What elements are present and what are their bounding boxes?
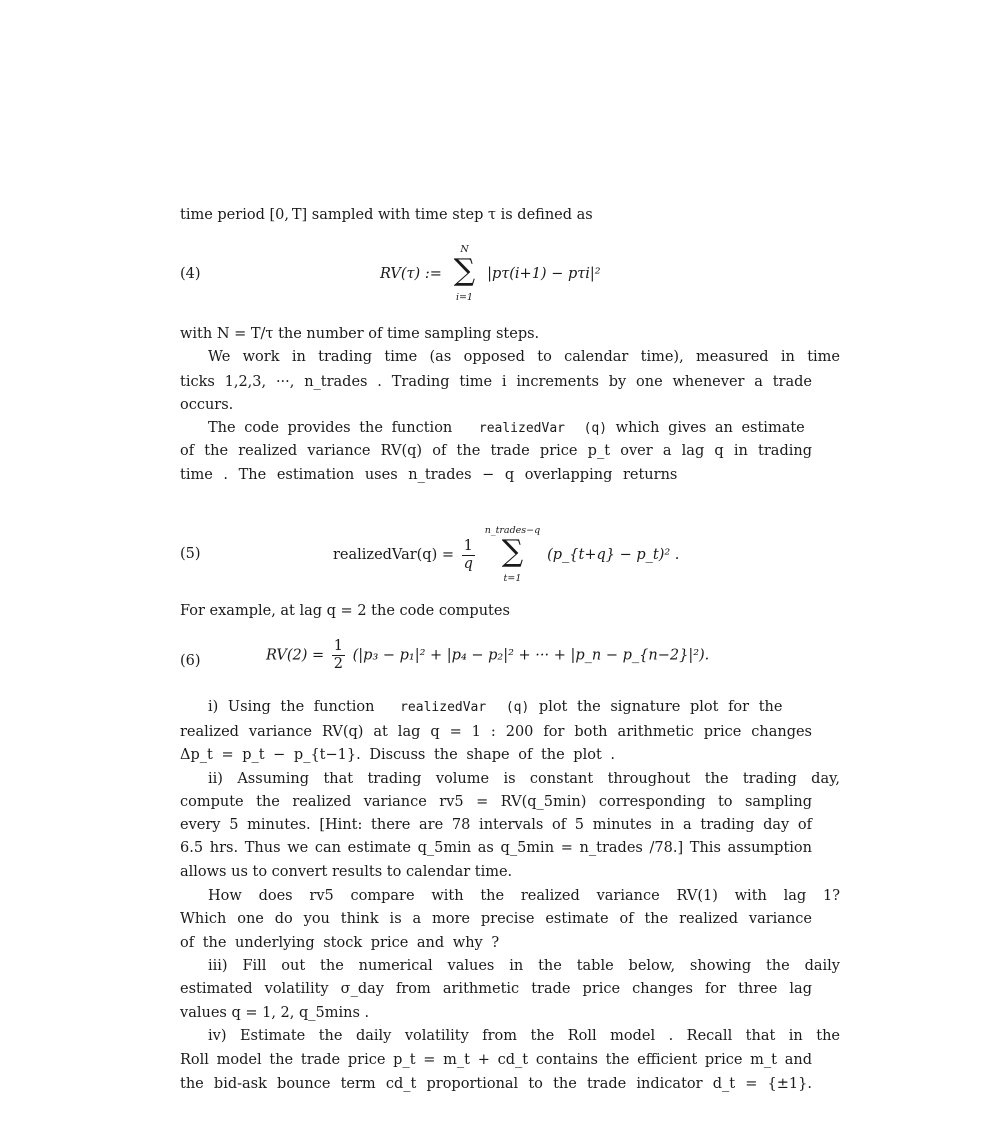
eq4-sum-lower: i=1 [455, 292, 473, 303]
paragraph-line: We work in trading time (as opposed to calendar time), measured in time [208, 349, 840, 365]
eq5-number: (5) [180, 546, 201, 562]
paragraph-line: every 5 minutes. [Hint: there are 78 intervals of 5 minutes in a trading day of [180, 817, 812, 833]
eq4-number: (4) [180, 266, 201, 282]
text-span: i) Using the function [208, 699, 375, 715]
item-iv-line: iv) Estimate the daily volatility from the Roll model . Recall that in the [208, 1028, 840, 1044]
eq5-fraction [462, 538, 475, 573]
paragraph-line: allows us to convert results to calendar time. [180, 864, 513, 880]
paragraph-line: Roll model the trade price p_t = m_t + cd_t contains the efficient price m_t and [180, 1052, 812, 1068]
eq6-fraction [332, 638, 345, 673]
item-ii-line: ii) Assuming that trading volume is constant throughout the trading day, [208, 771, 840, 787]
eq4-sum [446, 244, 482, 304]
eq5-sum-lower: t=1 [503, 573, 522, 584]
paragraph-line [180, 420, 840, 436]
text-span: plot the signature plot for the [538, 699, 783, 715]
eq5-lhs: realizedVar(q) = [333, 547, 455, 563]
item-iii-line: iii) Fill out the numerical values in the table below, showing the daily [208, 958, 840, 974]
paragraph-line: of the realized variance RV(q) of the trade price p_t over a lag q in trading [180, 443, 812, 459]
paragraph-line: values q = 1, 2, q_5mins . [180, 1005, 370, 1021]
paragraph-line: ticks 1,2,3, ···, n_trades . Trading time i increments by one whenever a trade [180, 374, 812, 390]
paragraph-line: 6.5 hrs. Thus we can estimate q_5min as q_5min = n_trades /78.] This assumption [180, 840, 812, 856]
sum-sign: ∑ [501, 534, 524, 569]
frac-den: 2 [333, 656, 344, 672]
example-line: For example, at lag q = 2 the code computes [180, 603, 510, 619]
item-i-line [180, 699, 840, 715]
frac-num: 1 [333, 638, 344, 654]
paragraph-line: time . The estimation uses n_trades − q overlapping returns [180, 467, 678, 483]
eq6-lhs: RV(2) = [266, 647, 325, 664]
question-line: How does rv5 compare with the realized variance RV(1) with lag 1? [208, 888, 840, 904]
intro-line: time period [0, T] sampled with time step τ is defined as [180, 207, 593, 223]
code-arg: (q) [505, 700, 530, 715]
eq6-term: (|p₃ − p₁|² + |p₄ − p₂|² + ··· + |p_n − p_{n−2}|²). [352, 647, 710, 664]
paragraph-line: the bid-ask bounce term cd_t proportional to the trade indicator d_t = {±1}. [180, 1076, 812, 1092]
sum-sign: ∑ [453, 253, 476, 288]
eq5-body [333, 525, 679, 585]
frac-num: 1 [463, 537, 473, 554]
paragraph-line: Δp_t = p_t − p_{t−1}. Discuss the shape of the plot . [180, 747, 615, 763]
frac-den: q [463, 555, 473, 572]
eq4-term: |pτ(i+1) − pτi|² [487, 266, 601, 282]
paragraph-line: compute the realized variance rv5 = RV(q_5min) corresponding to sampling [180, 794, 812, 810]
code-arg: (q) [583, 421, 608, 436]
code-realizedvar: realizedVar [400, 700, 487, 715]
eq5-sum-upper: n_trades−q [484, 525, 541, 536]
eq6-body [266, 638, 709, 673]
with-line: with N = T/τ the number of time sampling steps. [180, 326, 540, 342]
eq4-sum-upper: N [460, 244, 469, 255]
paragraph-line: Which one do you think is a more precise estimate of the realized variance [180, 911, 812, 927]
eq6-number: (6) [180, 653, 201, 669]
code-realizedvar: realizedVar [478, 421, 565, 436]
eq5-term: (p_{t+q} − p_t)² . [547, 547, 680, 563]
eq4-body [380, 244, 601, 304]
paragraph-line: realized variance RV(q) at lag q = 1 : 200 for both arithmetic price changes [180, 724, 812, 740]
text-span: The code provides the function [208, 420, 453, 436]
eq4-lhs: RV(τ) := [380, 266, 442, 282]
paragraph-line: estimated volatility σ_day from arithmetic trade price changes for three lag [180, 981, 812, 997]
eq5-sum [482, 525, 542, 585]
paragraph-line: of the underlying stock price and why ? [180, 935, 500, 951]
text-span: which gives an estimate [615, 420, 805, 436]
paragraph-line: occurs. [180, 397, 234, 413]
